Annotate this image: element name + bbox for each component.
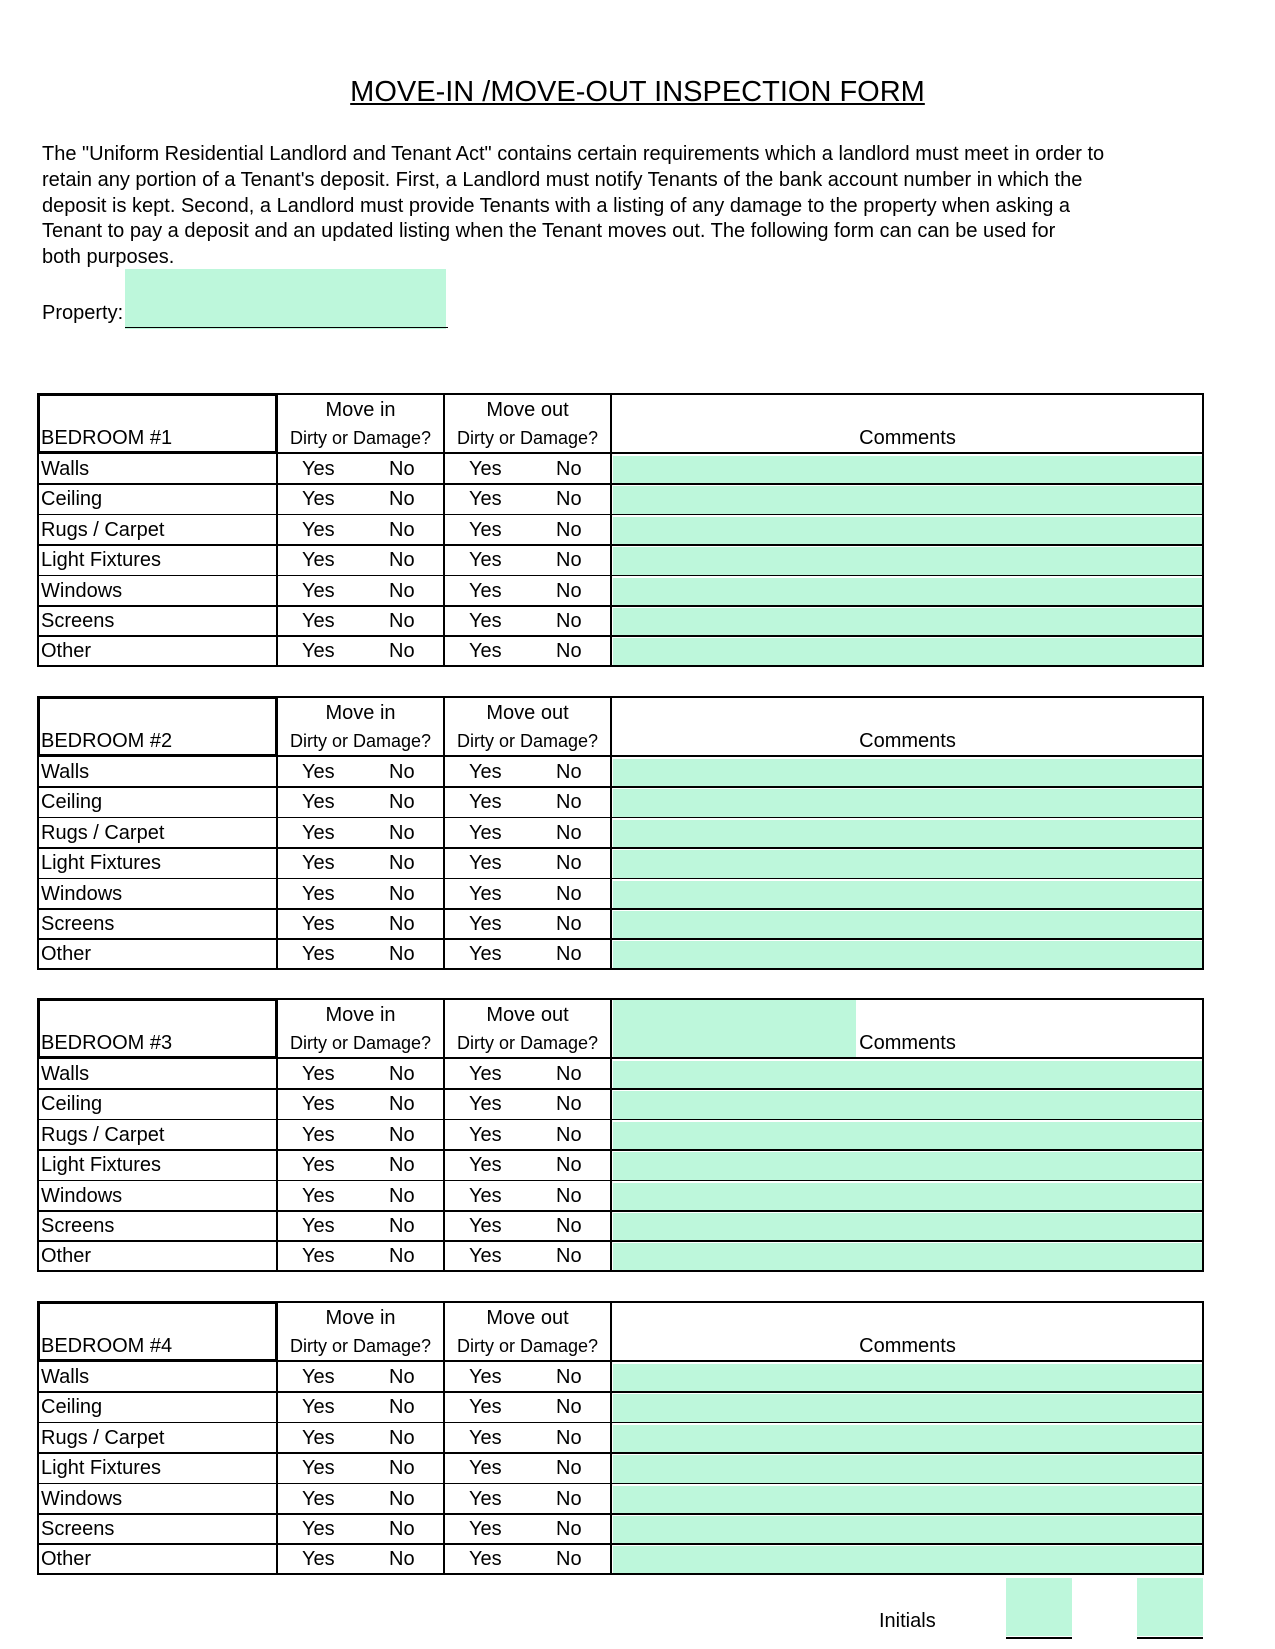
move-in-yes[interactable]: Yes bbox=[302, 579, 335, 602]
move-in-yes[interactable]: Yes bbox=[302, 821, 335, 844]
item-label: Walls bbox=[41, 761, 90, 783]
move-in-yes[interactable]: Yes bbox=[302, 1154, 335, 1177]
comment-input[interactable] bbox=[613, 1364, 1202, 1391]
table-border-bottom bbox=[37, 665, 1204, 667]
move-out-no[interactable]: No bbox=[556, 1518, 582, 1540]
move-in-no[interactable]: No bbox=[389, 1396, 415, 1419]
move-in-no[interactable]: No bbox=[389, 1366, 415, 1388]
comment-input[interactable] bbox=[613, 850, 1202, 877]
comment-input[interactable] bbox=[613, 456, 1202, 483]
move-in-no[interactable]: No bbox=[389, 1154, 415, 1177]
move-in-yes[interactable]: Yes bbox=[302, 913, 335, 935]
move-in-no[interactable]: No bbox=[389, 549, 415, 572]
column-divider bbox=[610, 393, 612, 667]
item-label: Other bbox=[41, 943, 92, 966]
move-in-no[interactable]: No bbox=[389, 1215, 415, 1237]
move-in-yes[interactable]: Yes bbox=[302, 1245, 335, 1268]
move-out-no[interactable]: No bbox=[556, 791, 582, 814]
move-out-header: Move out bbox=[486, 702, 569, 724]
comments-header: Comments bbox=[859, 427, 956, 449]
move-out-no[interactable]: No bbox=[556, 488, 582, 511]
move-in-no[interactable]: No bbox=[389, 913, 415, 935]
comment-input[interactable] bbox=[613, 820, 1202, 847]
comment-input[interactable] bbox=[613, 1183, 1202, 1210]
item-label: Other bbox=[41, 1245, 92, 1268]
move-in-yes[interactable]: Yes bbox=[302, 518, 335, 541]
move-out-yes[interactable]: Yes bbox=[469, 1215, 502, 1237]
room-table bbox=[37, 998, 1204, 1272]
initials-label: Initials bbox=[879, 1610, 936, 1632]
move-out-subheader: Dirty or Damage? bbox=[456, 731, 599, 751]
move-out-no[interactable]: No bbox=[556, 1063, 582, 1085]
item-label: Rugs / Carpet bbox=[41, 518, 165, 541]
room-header-border bbox=[37, 696, 277, 699]
move-out-subheader: Dirty or Damage? bbox=[456, 1033, 599, 1053]
room-name: BEDROOM #4 bbox=[41, 1335, 173, 1357]
item-label: Ceiling bbox=[41, 1396, 103, 1419]
room-header-border bbox=[275, 998, 278, 1059]
move-out-yes[interactable]: Yes bbox=[469, 821, 502, 844]
item-label: Windows bbox=[41, 579, 123, 602]
intro-line: deposit is kept. Second, a Landlord must provide Tenants with a listing of any damage to the property when asking a bbox=[42, 194, 1071, 217]
move-in-header: Move in bbox=[325, 702, 396, 724]
move-out-yes[interactable]: Yes bbox=[469, 1396, 502, 1419]
move-out-no[interactable]: No bbox=[556, 518, 582, 541]
page-title: MOVE-IN /MOVE-OUT INSPECTION FORM bbox=[350, 76, 925, 108]
row-divider bbox=[37, 605, 1204, 607]
move-in-yes[interactable]: Yes bbox=[302, 1093, 335, 1116]
table-border-right bbox=[1202, 393, 1204, 667]
comments-header: Comments bbox=[859, 730, 956, 752]
item-label: Walls bbox=[41, 458, 90, 480]
move-in-yes[interactable]: Yes bbox=[302, 882, 335, 905]
move-out-no[interactable]: No bbox=[556, 1123, 582, 1146]
comment-input[interactable] bbox=[613, 1486, 1202, 1513]
initials-input-move-in[interactable] bbox=[1006, 1578, 1072, 1636]
intro-line: The "Uniform Residential Landlord and Tenant Act" contains certain requirements which a landlord must meet in order to bbox=[42, 143, 1105, 165]
move-in-no[interactable]: No bbox=[389, 852, 415, 875]
item-label: Windows bbox=[41, 1487, 123, 1510]
move-out-header: Move out bbox=[486, 399, 569, 421]
column-divider bbox=[443, 1301, 445, 1575]
move-out-yes[interactable]: Yes bbox=[469, 579, 502, 602]
room-table bbox=[37, 1301, 1204, 1575]
room-table bbox=[37, 696, 1204, 970]
table-border-right bbox=[1202, 1301, 1204, 1575]
room-header-border bbox=[275, 393, 278, 454]
move-in-no[interactable]: No bbox=[389, 821, 415, 844]
move-out-yes[interactable]: Yes bbox=[469, 1184, 502, 1207]
move-out-yes[interactable]: Yes bbox=[469, 913, 502, 935]
comment-input[interactable] bbox=[613, 941, 1202, 968]
move-in-yes[interactable]: Yes bbox=[302, 458, 335, 480]
move-out-yes[interactable]: Yes bbox=[469, 1366, 502, 1388]
move-out-no[interactable]: No bbox=[556, 1245, 582, 1268]
room-header-border bbox=[37, 1056, 277, 1059]
move-out-no[interactable]: No bbox=[556, 943, 582, 966]
move-in-yes[interactable]: Yes bbox=[302, 1518, 335, 1540]
move-out-no[interactable]: No bbox=[556, 1396, 582, 1419]
move-in-yes[interactable]: Yes bbox=[302, 549, 335, 572]
row-divider bbox=[37, 1149, 1204, 1151]
move-in-subheader: Dirty or Damage? bbox=[289, 731, 432, 751]
item-label: Ceiling bbox=[41, 1093, 103, 1116]
move-out-no[interactable]: No bbox=[556, 821, 582, 844]
move-out-header: Move out bbox=[486, 1004, 569, 1026]
item-label: Screens bbox=[41, 610, 115, 632]
room-header-border bbox=[37, 696, 40, 757]
move-out-subheader: Dirty or Damage? bbox=[456, 428, 599, 448]
move-in-yes[interactable]: Yes bbox=[302, 488, 335, 511]
property-label: Property: bbox=[42, 302, 124, 324]
comment-input[interactable] bbox=[613, 1152, 1202, 1179]
item-label: Walls bbox=[41, 1366, 90, 1388]
comment-input[interactable] bbox=[613, 1061, 1202, 1088]
item-label: Other bbox=[41, 1548, 92, 1571]
room-header-border bbox=[275, 1301, 278, 1362]
row-divider bbox=[37, 938, 1204, 940]
item-label: Light Fixtures bbox=[41, 852, 162, 875]
move-out-no[interactable]: No bbox=[556, 1184, 582, 1207]
room-header-border bbox=[275, 696, 278, 757]
move-out-yes[interactable]: Yes bbox=[469, 549, 502, 572]
move-out-yes[interactable]: Yes bbox=[469, 1063, 502, 1085]
move-in-yes[interactable]: Yes bbox=[302, 943, 335, 966]
move-out-no[interactable]: No bbox=[556, 761, 582, 783]
intro-paragraph bbox=[42, 142, 1172, 271]
move-out-no[interactable]: No bbox=[556, 1093, 582, 1116]
comment-input[interactable] bbox=[613, 547, 1202, 574]
move-out-no[interactable]: No bbox=[556, 610, 582, 632]
comment-input[interactable] bbox=[613, 608, 1202, 635]
move-in-no[interactable]: No bbox=[389, 1548, 415, 1571]
comment-input[interactable] bbox=[613, 1425, 1202, 1452]
move-in-no[interactable]: No bbox=[389, 791, 415, 814]
move-out-yes[interactable]: Yes bbox=[469, 1487, 502, 1510]
move-out-yes[interactable]: Yes bbox=[469, 1426, 502, 1449]
move-out-yes[interactable]: Yes bbox=[469, 1548, 502, 1571]
comment-input[interactable] bbox=[613, 638, 1202, 665]
move-out-yes[interactable]: Yes bbox=[469, 518, 502, 541]
room-header-border bbox=[37, 1359, 277, 1362]
comment-input[interactable] bbox=[613, 881, 1202, 908]
move-in-yes[interactable]: Yes bbox=[302, 1396, 335, 1419]
room-name: BEDROOM #2 bbox=[41, 730, 173, 752]
room-header-border bbox=[37, 393, 277, 396]
row-divider bbox=[37, 878, 1204, 880]
move-in-no[interactable]: No bbox=[389, 1093, 415, 1116]
move-in-yes[interactable]: Yes bbox=[302, 1487, 335, 1510]
item-label: Walls bbox=[41, 1063, 90, 1085]
comment-input[interactable] bbox=[613, 789, 1202, 816]
row-divider bbox=[37, 786, 1204, 788]
comment-input[interactable] bbox=[613, 759, 1202, 786]
move-out-no[interactable]: No bbox=[556, 1548, 582, 1571]
row-divider bbox=[37, 817, 1204, 819]
move-in-no[interactable]: No bbox=[389, 579, 415, 602]
move-out-yes[interactable]: Yes bbox=[469, 610, 502, 632]
item-label: Screens bbox=[41, 1518, 115, 1540]
comment-input[interactable] bbox=[613, 1455, 1202, 1482]
move-out-subheader: Dirty or Damage? bbox=[456, 1336, 599, 1356]
item-label: Rugs / Carpet bbox=[41, 1426, 165, 1449]
move-out-no[interactable]: No bbox=[556, 1154, 582, 1177]
column-divider bbox=[443, 696, 445, 970]
move-out-yes[interactable]: Yes bbox=[469, 488, 502, 511]
move-in-no[interactable]: No bbox=[389, 518, 415, 541]
move-in-yes[interactable]: Yes bbox=[302, 1426, 335, 1449]
move-in-no[interactable]: No bbox=[389, 1457, 415, 1480]
move-out-yes[interactable]: Yes bbox=[469, 791, 502, 814]
move-out-no[interactable]: No bbox=[556, 1366, 582, 1388]
room-header-border bbox=[37, 998, 40, 1059]
move-out-no[interactable]: No bbox=[556, 579, 582, 602]
move-in-no[interactable]: No bbox=[389, 882, 415, 905]
move-out-yes[interactable]: Yes bbox=[469, 943, 502, 966]
move-out-yes[interactable]: Yes bbox=[469, 640, 502, 663]
move-in-yes[interactable]: Yes bbox=[302, 1063, 335, 1085]
item-label: Ceiling bbox=[41, 791, 103, 814]
intro-line: retain any portion of a Tenant's deposit. First, a Landlord must notify Tenants of the bank account number in which the bbox=[42, 168, 1083, 191]
move-in-no[interactable]: No bbox=[389, 1184, 415, 1207]
move-out-no[interactable]: No bbox=[556, 458, 582, 480]
item-label: Light Fixtures bbox=[41, 1154, 162, 1177]
move-in-yes[interactable]: Yes bbox=[302, 1215, 335, 1237]
comment-input[interactable] bbox=[613, 1243, 1202, 1270]
table-border-bottom bbox=[37, 1573, 1204, 1575]
room-name: BEDROOM #1 bbox=[41, 427, 173, 449]
comment-input[interactable] bbox=[613, 911, 1202, 938]
comment-input[interactable] bbox=[613, 1213, 1202, 1240]
row-divider bbox=[37, 1088, 1204, 1090]
move-out-yes[interactable]: Yes bbox=[469, 1154, 502, 1177]
move-in-yes[interactable]: Yes bbox=[302, 1366, 335, 1388]
move-in-yes[interactable]: Yes bbox=[302, 791, 335, 814]
move-in-header: Move in bbox=[325, 1307, 396, 1329]
move-in-no[interactable]: No bbox=[389, 458, 415, 480]
room-name: BEDROOM #3 bbox=[41, 1032, 173, 1054]
table-border-bottom bbox=[37, 1270, 1204, 1272]
table-border-right bbox=[1202, 696, 1204, 970]
move-in-yes[interactable]: Yes bbox=[302, 761, 335, 783]
row-divider bbox=[37, 514, 1204, 516]
move-out-no[interactable]: No bbox=[556, 549, 582, 572]
move-in-yes[interactable]: Yes bbox=[302, 1123, 335, 1146]
comments-header: Comments bbox=[859, 1335, 956, 1357]
comment-input[interactable] bbox=[613, 1122, 1202, 1149]
move-in-header: Move in bbox=[325, 399, 396, 421]
comment-input[interactable] bbox=[613, 1516, 1202, 1543]
row-divider bbox=[37, 544, 1204, 546]
comments-header: Comments bbox=[859, 1032, 956, 1054]
move-in-header: Move in bbox=[325, 1004, 396, 1026]
move-out-yes[interactable]: Yes bbox=[469, 458, 502, 480]
move-in-no[interactable]: No bbox=[389, 1487, 415, 1510]
initials-underline bbox=[1006, 1637, 1072, 1639]
row-divider bbox=[37, 575, 1204, 577]
move-in-subheader: Dirty or Damage? bbox=[289, 428, 432, 448]
move-out-header: Move out bbox=[486, 1307, 569, 1329]
room-header-border bbox=[37, 998, 277, 1001]
move-in-no[interactable]: No bbox=[389, 1063, 415, 1085]
column-divider bbox=[443, 393, 445, 667]
row-divider bbox=[37, 908, 1204, 910]
move-out-yes[interactable]: Yes bbox=[469, 1518, 502, 1540]
initials-underline bbox=[1137, 1637, 1203, 1639]
move-in-no[interactable]: No bbox=[389, 761, 415, 783]
intro-line: Tenant to pay a deposit and an updated listing when the Tenant moves out. The following form can can be used for bbox=[42, 220, 1056, 243]
row-divider bbox=[37, 483, 1204, 485]
move-out-no[interactable]: No bbox=[556, 1426, 582, 1449]
move-in-subheader: Dirty or Damage? bbox=[289, 1033, 432, 1053]
room-table bbox=[37, 393, 1204, 667]
item-label: Rugs / Carpet bbox=[41, 821, 165, 844]
move-in-no[interactable]: No bbox=[389, 1426, 415, 1449]
move-in-yes[interactable]: Yes bbox=[302, 1184, 335, 1207]
comment-input[interactable] bbox=[613, 578, 1202, 605]
move-out-no[interactable]: No bbox=[556, 913, 582, 935]
intro-line: both purposes. bbox=[42, 246, 175, 269]
table-border-bottom bbox=[37, 968, 1204, 970]
row-divider bbox=[37, 1210, 1204, 1212]
move-out-no[interactable]: No bbox=[556, 1487, 582, 1510]
comment-input[interactable] bbox=[613, 486, 1202, 513]
row-divider bbox=[37, 635, 1204, 637]
move-out-yes[interactable]: Yes bbox=[469, 882, 502, 905]
item-label: Windows bbox=[41, 882, 123, 905]
column-divider bbox=[443, 998, 445, 1272]
move-in-yes[interactable]: Yes bbox=[302, 640, 335, 663]
move-in-yes[interactable]: Yes bbox=[302, 1548, 335, 1571]
move-in-no[interactable]: No bbox=[389, 1123, 415, 1146]
comment-input[interactable] bbox=[613, 1091, 1202, 1118]
item-label: Light Fixtures bbox=[41, 1457, 162, 1480]
row-divider bbox=[37, 1483, 1204, 1485]
move-in-no[interactable]: No bbox=[389, 1245, 415, 1268]
row-divider bbox=[37, 1422, 1204, 1424]
row-divider bbox=[37, 1452, 1204, 1454]
move-in-no[interactable]: No bbox=[389, 640, 415, 663]
row-divider bbox=[37, 1391, 1204, 1393]
row-divider bbox=[37, 1119, 1204, 1121]
item-label: Light Fixtures bbox=[41, 549, 162, 572]
column-divider bbox=[610, 1301, 612, 1575]
initials-input-move-out[interactable] bbox=[1137, 1578, 1203, 1636]
move-out-no[interactable]: No bbox=[556, 1457, 582, 1480]
item-label: Other bbox=[41, 640, 92, 663]
column-divider bbox=[610, 998, 612, 1272]
item-label: Ceiling bbox=[41, 488, 103, 511]
move-in-no[interactable]: No bbox=[389, 943, 415, 966]
move-in-no[interactable]: No bbox=[389, 488, 415, 511]
move-out-no[interactable]: No bbox=[556, 640, 582, 663]
room-header-border bbox=[37, 1301, 277, 1304]
move-in-yes[interactable]: Yes bbox=[302, 610, 335, 632]
move-in-yes[interactable]: Yes bbox=[302, 852, 335, 875]
row-divider bbox=[37, 1543, 1204, 1545]
row-divider bbox=[37, 1513, 1204, 1515]
column-divider bbox=[610, 696, 612, 970]
move-out-yes[interactable]: Yes bbox=[469, 852, 502, 875]
property-underline bbox=[125, 327, 448, 328]
comment-input[interactable] bbox=[613, 1546, 1202, 1573]
move-out-yes[interactable]: Yes bbox=[469, 1457, 502, 1480]
table-border-right bbox=[1202, 998, 1204, 1272]
move-in-subheader: Dirty or Damage? bbox=[289, 1336, 432, 1356]
item-label: Rugs / Carpet bbox=[41, 1123, 165, 1146]
item-label: Screens bbox=[41, 913, 115, 935]
move-in-no[interactable]: No bbox=[389, 1518, 415, 1540]
room-header-border bbox=[37, 451, 277, 454]
room-header-border bbox=[37, 393, 40, 454]
comment-input[interactable] bbox=[613, 517, 1202, 544]
room-header-border bbox=[37, 754, 277, 757]
move-out-yes[interactable]: Yes bbox=[469, 761, 502, 783]
move-out-yes[interactable]: Yes bbox=[469, 1123, 502, 1146]
row-divider bbox=[37, 1240, 1204, 1242]
property-input[interactable] bbox=[125, 269, 446, 329]
move-out-no[interactable]: No bbox=[556, 1215, 582, 1237]
room-header-border bbox=[37, 1301, 40, 1362]
row-divider bbox=[37, 847, 1204, 849]
move-out-no[interactable]: No bbox=[556, 852, 582, 875]
move-in-no[interactable]: No bbox=[389, 610, 415, 632]
move-out-no[interactable]: No bbox=[556, 882, 582, 905]
move-in-yes[interactable]: Yes bbox=[302, 1457, 335, 1480]
item-label: Windows bbox=[41, 1184, 123, 1207]
comment-input[interactable] bbox=[613, 1394, 1202, 1421]
row-divider bbox=[37, 1180, 1204, 1182]
move-out-yes[interactable]: Yes bbox=[469, 1245, 502, 1268]
move-out-yes[interactable]: Yes bbox=[469, 1093, 502, 1116]
item-label: Screens bbox=[41, 1215, 115, 1237]
